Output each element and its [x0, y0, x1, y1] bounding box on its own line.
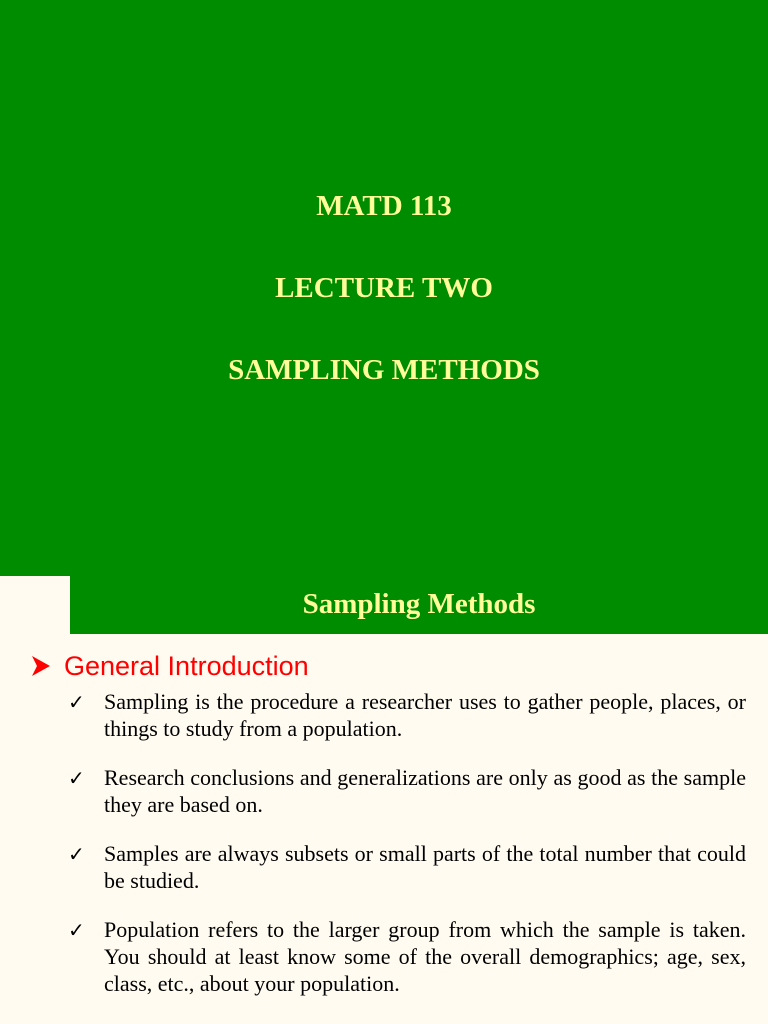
- checkmark-icon: ✓: [68, 918, 85, 942]
- list-item: [68, 688, 746, 742]
- section-heading: [30, 648, 309, 684]
- list-item-text: Population refers to the larger group from which the sample is taken. You should at least know some of the overall demographics; age, sex, class, etc., about your population.: [104, 917, 746, 996]
- list-item-text: Research conclusions and generalizations are only as good as the sample they are based on.: [104, 765, 746, 817]
- list-item: [68, 764, 746, 818]
- list-item: [68, 916, 746, 997]
- list-item: [68, 840, 746, 894]
- lecture-number: LECTURE TWO: [275, 272, 493, 304]
- arrow-bullet-icon: [30, 655, 52, 677]
- course-code: MATD 113: [316, 190, 452, 222]
- slide-title: Sampling Methods: [302, 588, 536, 620]
- bullet-list: [68, 688, 746, 1019]
- checkmark-icon: ✓: [68, 842, 85, 866]
- checkmark-icon: ✓: [68, 766, 85, 790]
- section-heading-label: General Introduction: [64, 651, 309, 681]
- checkmark-icon: ✓: [68, 690, 85, 714]
- lecture-title: SAMPLING METHODS: [228, 354, 540, 386]
- list-item-text: Samples are always subsets or small parts of the total number that could be studied.: [104, 841, 746, 893]
- list-item-text: Sampling is the procedure a researcher uses to gather people, places, or things to study from a population.: [104, 689, 746, 741]
